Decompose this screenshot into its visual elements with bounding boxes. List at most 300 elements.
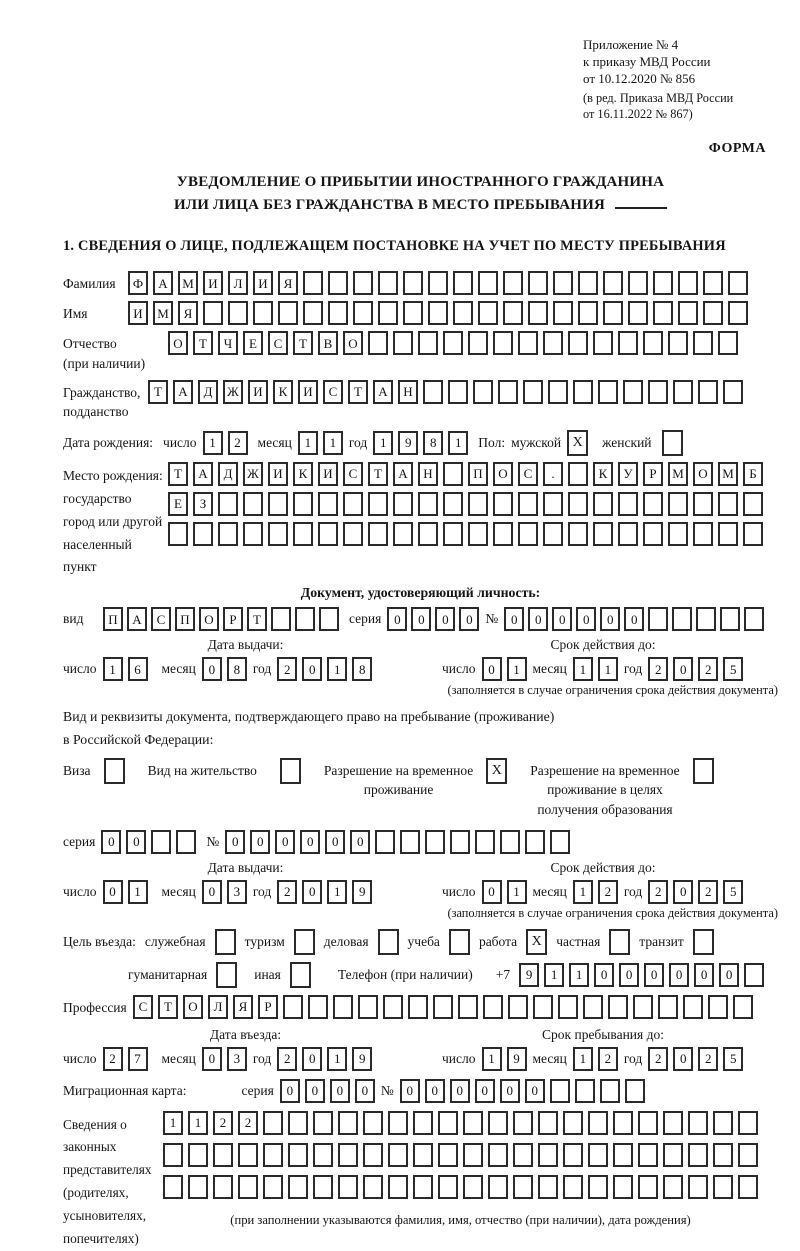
char-cell[interactable]: 1 (373, 431, 393, 455)
char-cell[interactable] (708, 995, 728, 1019)
char-cell[interactable]: 2 (103, 1047, 123, 1071)
char-cell[interactable]: М (178, 271, 198, 295)
char-cell[interactable] (413, 1111, 433, 1135)
char-cell[interactable] (393, 331, 413, 355)
char-cell[interactable] (493, 522, 513, 546)
char-cell[interactable] (363, 1143, 383, 1167)
char-cell[interactable]: 1 (569, 963, 589, 987)
char-cell[interactable] (743, 522, 763, 546)
char-cell[interactable]: Т (293, 331, 313, 355)
char-cell[interactable]: 1 (103, 657, 123, 681)
char-cell[interactable] (688, 1175, 708, 1199)
char-cell[interactable] (213, 1175, 233, 1199)
char-cell[interactable]: 0 (594, 963, 614, 987)
char-cell[interactable]: 0 (644, 963, 664, 987)
char-cell[interactable] (668, 492, 688, 516)
char-cell[interactable] (743, 492, 763, 516)
purpose-transit-checkbox[interactable] (693, 929, 714, 955)
char-cell[interactable]: 2 (277, 1047, 297, 1071)
char-cell[interactable]: 2 (648, 1047, 668, 1071)
char-cell[interactable]: . (543, 462, 563, 486)
char-cell[interactable]: 0 (673, 657, 693, 681)
char-cell[interactable] (473, 380, 493, 404)
char-cell[interactable]: Н (418, 462, 438, 486)
char-cell[interactable] (518, 522, 538, 546)
char-cell[interactable] (508, 995, 528, 1019)
char-cell[interactable] (638, 1143, 658, 1167)
char-cell[interactable]: 0 (475, 1079, 495, 1103)
char-cell[interactable] (603, 271, 623, 295)
char-cell[interactable] (678, 271, 698, 295)
char-cell[interactable] (478, 271, 498, 295)
char-cell[interactable] (163, 1143, 183, 1167)
char-cell[interactable]: 0 (302, 880, 322, 904)
char-cell[interactable]: 1 (203, 431, 223, 455)
char-cell[interactable]: И (318, 462, 338, 486)
char-cell[interactable] (188, 1143, 208, 1167)
char-cell[interactable] (718, 522, 738, 546)
char-cell[interactable] (318, 492, 338, 516)
char-cell[interactable] (425, 830, 445, 854)
char-cell[interactable]: 1 (507, 880, 527, 904)
char-cell[interactable]: О (343, 331, 363, 355)
char-cell[interactable] (625, 1079, 645, 1103)
char-cell[interactable] (672, 607, 692, 631)
char-cell[interactable] (458, 995, 478, 1019)
char-cell[interactable]: Е (168, 492, 188, 516)
char-cell[interactable] (393, 522, 413, 546)
char-cell[interactable]: 0 (387, 607, 407, 631)
char-cell[interactable] (293, 492, 313, 516)
char-cell[interactable] (658, 995, 678, 1019)
char-cell[interactable]: Т (193, 331, 213, 355)
char-cell[interactable]: Т (348, 380, 368, 404)
char-cell[interactable]: 3 (227, 880, 247, 904)
char-cell[interactable]: С (133, 995, 153, 1019)
char-cell[interactable] (278, 301, 298, 325)
char-cell[interactable] (618, 492, 638, 516)
char-cell[interactable] (548, 380, 568, 404)
char-cell[interactable] (578, 301, 598, 325)
char-cell[interactable] (443, 331, 463, 355)
char-cell[interactable]: 2 (698, 1047, 718, 1071)
char-cell[interactable]: 0 (101, 830, 121, 854)
char-cell[interactable]: 1 (327, 1047, 347, 1071)
char-cell[interactable] (603, 301, 623, 325)
char-cell[interactable]: С (518, 462, 538, 486)
char-cell[interactable] (303, 271, 323, 295)
char-cell[interactable] (723, 380, 743, 404)
char-cell[interactable]: Т (247, 607, 267, 631)
char-cell[interactable]: 9 (519, 963, 539, 987)
char-cell[interactable]: 9 (398, 431, 418, 455)
char-cell[interactable] (613, 1111, 633, 1135)
char-cell[interactable] (728, 301, 748, 325)
temp-residence-education-checkbox[interactable] (693, 758, 714, 784)
char-cell[interactable] (328, 271, 348, 295)
char-cell[interactable] (308, 995, 328, 1019)
char-cell[interactable] (238, 1175, 258, 1199)
purpose-tourism-checkbox[interactable] (294, 929, 315, 955)
char-cell[interactable] (168, 522, 188, 546)
char-cell[interactable] (408, 995, 428, 1019)
char-cell[interactable]: Н (398, 380, 418, 404)
char-cell[interactable]: 0 (482, 657, 502, 681)
char-cell[interactable] (588, 1175, 608, 1199)
char-cell[interactable] (573, 380, 593, 404)
char-cell[interactable] (678, 301, 698, 325)
char-cell[interactable]: Я (233, 995, 253, 1019)
char-cell[interactable] (623, 380, 643, 404)
char-cell[interactable]: 1 (507, 657, 527, 681)
char-cell[interactable]: 8 (423, 431, 443, 455)
char-cell[interactable] (443, 522, 463, 546)
char-cell[interactable]: 0 (552, 607, 572, 631)
char-cell[interactable]: 0 (202, 880, 222, 904)
char-cell[interactable]: 1 (573, 657, 593, 681)
char-cell[interactable]: 1 (188, 1111, 208, 1135)
char-cell[interactable]: Я (278, 271, 298, 295)
char-cell[interactable] (628, 301, 648, 325)
char-cell[interactable] (268, 492, 288, 516)
char-cell[interactable]: 0 (435, 607, 455, 631)
char-cell[interactable] (588, 1111, 608, 1135)
char-cell[interactable]: Р (223, 607, 243, 631)
char-cell[interactable] (713, 1111, 733, 1135)
char-cell[interactable] (448, 380, 468, 404)
char-cell[interactable] (488, 1175, 508, 1199)
char-cell[interactable] (628, 271, 648, 295)
char-cell[interactable] (488, 1111, 508, 1135)
char-cell[interactable]: М (153, 301, 173, 325)
purpose-private-checkbox[interactable] (609, 929, 630, 955)
char-cell[interactable] (693, 522, 713, 546)
char-cell[interactable] (418, 492, 438, 516)
char-cell[interactable]: 1 (573, 1047, 593, 1071)
char-cell[interactable] (228, 301, 248, 325)
char-cell[interactable]: 2 (598, 880, 618, 904)
char-cell[interactable] (693, 331, 713, 355)
char-cell[interactable] (313, 1111, 333, 1135)
char-cell[interactable] (438, 1143, 458, 1167)
char-cell[interactable]: 0 (411, 607, 431, 631)
char-cell[interactable] (744, 963, 764, 987)
char-cell[interactable] (268, 522, 288, 546)
char-cell[interactable]: 0 (300, 830, 320, 854)
char-cell[interactable]: А (127, 607, 147, 631)
char-cell[interactable] (598, 380, 618, 404)
char-cell[interactable] (288, 1111, 308, 1135)
char-cell[interactable]: 0 (302, 1047, 322, 1071)
char-cell[interactable] (488, 1143, 508, 1167)
char-cell[interactable]: 0 (103, 880, 123, 904)
char-cell[interactable] (403, 301, 423, 325)
char-cell[interactable]: 0 (425, 1079, 445, 1103)
char-cell[interactable] (668, 522, 688, 546)
char-cell[interactable]: 1 (128, 880, 148, 904)
purpose-other-checkbox[interactable] (290, 962, 311, 988)
char-cell[interactable]: 2 (598, 1047, 618, 1071)
char-cell[interactable]: 0 (624, 607, 644, 631)
char-cell[interactable] (703, 301, 723, 325)
char-cell[interactable] (638, 1111, 658, 1135)
char-cell[interactable]: 0 (302, 657, 322, 681)
char-cell[interactable]: Я (178, 301, 198, 325)
char-cell[interactable] (413, 1143, 433, 1167)
char-cell[interactable] (450, 830, 470, 854)
char-cell[interactable]: О (693, 462, 713, 486)
char-cell[interactable] (558, 995, 578, 1019)
char-cell[interactable]: У (618, 462, 638, 486)
char-cell[interactable]: 2 (228, 431, 248, 455)
char-cell[interactable] (513, 1111, 533, 1135)
char-cell[interactable] (738, 1175, 758, 1199)
char-cell[interactable] (718, 331, 738, 355)
char-cell[interactable] (163, 1175, 183, 1199)
char-cell[interactable]: 1 (598, 657, 618, 681)
char-cell[interactable] (618, 331, 638, 355)
char-cell[interactable] (438, 1111, 458, 1135)
char-cell[interactable] (578, 271, 598, 295)
char-cell[interactable] (368, 492, 388, 516)
char-cell[interactable]: Т (168, 462, 188, 486)
char-cell[interactable] (653, 301, 673, 325)
char-cell[interactable]: 0 (673, 1047, 693, 1071)
char-cell[interactable] (693, 492, 713, 516)
char-cell[interactable] (203, 301, 223, 325)
male-checkbox[interactable]: X (567, 430, 588, 456)
char-cell[interactable]: 2 (698, 657, 718, 681)
char-cell[interactable]: И (203, 271, 223, 295)
char-cell[interactable] (553, 301, 573, 325)
char-cell[interactable]: 0 (350, 830, 370, 854)
char-cell[interactable] (243, 522, 263, 546)
char-cell[interactable] (533, 995, 553, 1019)
char-cell[interactable]: П (468, 462, 488, 486)
char-cell[interactable] (433, 995, 453, 1019)
char-cell[interactable] (498, 380, 518, 404)
char-cell[interactable] (528, 301, 548, 325)
char-cell[interactable] (513, 1143, 533, 1167)
char-cell[interactable]: 8 (227, 657, 247, 681)
char-cell[interactable]: З (193, 492, 213, 516)
char-cell[interactable] (468, 492, 488, 516)
char-cell[interactable] (543, 492, 563, 516)
char-cell[interactable] (673, 380, 693, 404)
char-cell[interactable] (493, 331, 513, 355)
char-cell[interactable]: 2 (648, 880, 668, 904)
char-cell[interactable]: 0 (504, 607, 524, 631)
char-cell[interactable]: П (175, 607, 195, 631)
char-cell[interactable] (696, 607, 716, 631)
char-cell[interactable]: 0 (482, 880, 502, 904)
char-cell[interactable] (718, 492, 738, 516)
char-cell[interactable] (423, 380, 443, 404)
char-cell[interactable] (483, 995, 503, 1019)
char-cell[interactable] (378, 301, 398, 325)
char-cell[interactable] (713, 1143, 733, 1167)
char-cell[interactable] (523, 380, 543, 404)
char-cell[interactable]: 0 (275, 830, 295, 854)
char-cell[interactable]: 2 (648, 657, 668, 681)
char-cell[interactable]: 2 (213, 1111, 233, 1135)
char-cell[interactable]: 2 (277, 880, 297, 904)
char-cell[interactable] (283, 995, 303, 1019)
char-cell[interactable] (653, 271, 673, 295)
char-cell[interactable] (563, 1111, 583, 1135)
char-cell[interactable]: 0 (459, 607, 479, 631)
char-cell[interactable]: 0 (400, 1079, 420, 1103)
char-cell[interactable] (443, 462, 463, 486)
char-cell[interactable] (413, 1175, 433, 1199)
char-cell[interactable]: И (268, 462, 288, 486)
char-cell[interactable]: 0 (225, 830, 245, 854)
char-cell[interactable]: 0 (305, 1079, 325, 1103)
char-cell[interactable] (333, 995, 353, 1019)
char-cell[interactable]: 3 (227, 1047, 247, 1071)
char-cell[interactable] (358, 995, 378, 1019)
char-cell[interactable]: 0 (525, 1079, 545, 1103)
char-cell[interactable] (633, 995, 653, 1019)
char-cell[interactable] (338, 1175, 358, 1199)
char-cell[interactable]: И (253, 271, 273, 295)
purpose-study-checkbox[interactable] (449, 929, 470, 955)
purpose-official-checkbox[interactable] (215, 929, 236, 955)
char-cell[interactable] (698, 380, 718, 404)
char-cell[interactable] (375, 830, 395, 854)
char-cell[interactable] (638, 1175, 658, 1199)
char-cell[interactable]: 0 (280, 1079, 300, 1103)
char-cell[interactable] (313, 1143, 333, 1167)
char-cell[interactable]: О (183, 995, 203, 1019)
female-checkbox[interactable] (662, 430, 683, 456)
char-cell[interactable] (733, 995, 753, 1019)
char-cell[interactable] (688, 1111, 708, 1135)
char-cell[interactable] (238, 1143, 258, 1167)
char-cell[interactable] (568, 492, 588, 516)
char-cell[interactable] (388, 1175, 408, 1199)
char-cell[interactable]: 5 (723, 880, 743, 904)
char-cell[interactable]: С (151, 607, 171, 631)
char-cell[interactable]: С (268, 331, 288, 355)
char-cell[interactable] (328, 301, 348, 325)
char-cell[interactable] (608, 995, 628, 1019)
char-cell[interactable]: 5 (723, 1047, 743, 1071)
char-cell[interactable]: И (298, 380, 318, 404)
char-cell[interactable] (288, 1175, 308, 1199)
char-cell[interactable] (728, 271, 748, 295)
char-cell[interactable]: 0 (576, 607, 596, 631)
char-cell[interactable] (668, 331, 688, 355)
char-cell[interactable]: 1 (327, 657, 347, 681)
char-cell[interactable] (453, 271, 473, 295)
char-cell[interactable]: 0 (126, 830, 146, 854)
char-cell[interactable] (271, 607, 291, 631)
char-cell[interactable] (688, 1143, 708, 1167)
char-cell[interactable] (663, 1111, 683, 1135)
char-cell[interactable]: 0 (250, 830, 270, 854)
char-cell[interactable]: 6 (128, 657, 148, 681)
char-cell[interactable]: Р (643, 462, 663, 486)
char-cell[interactable]: В (318, 331, 338, 355)
char-cell[interactable]: 1 (482, 1047, 502, 1071)
char-cell[interactable] (738, 1111, 758, 1135)
char-cell[interactable] (618, 522, 638, 546)
char-cell[interactable]: 9 (352, 1047, 372, 1071)
char-cell[interactable] (176, 830, 196, 854)
char-cell[interactable] (568, 331, 588, 355)
char-cell[interactable]: 1 (298, 431, 318, 455)
char-cell[interactable]: Ф (128, 271, 148, 295)
char-cell[interactable]: 0 (673, 880, 693, 904)
char-cell[interactable] (318, 522, 338, 546)
residence-permit-checkbox[interactable] (280, 758, 301, 784)
char-cell[interactable] (513, 1175, 533, 1199)
char-cell[interactable] (388, 1143, 408, 1167)
char-cell[interactable] (319, 607, 339, 631)
char-cell[interactable]: 0 (694, 963, 714, 987)
char-cell[interactable]: О (168, 331, 188, 355)
char-cell[interactable]: Д (218, 462, 238, 486)
char-cell[interactable] (648, 607, 668, 631)
char-cell[interactable] (613, 1175, 633, 1199)
char-cell[interactable] (683, 995, 703, 1019)
char-cell[interactable]: 9 (352, 880, 372, 904)
char-cell[interactable] (263, 1111, 283, 1135)
char-cell[interactable]: 0 (669, 963, 689, 987)
char-cell[interactable] (643, 522, 663, 546)
char-cell[interactable]: Т (158, 995, 178, 1019)
char-cell[interactable] (503, 271, 523, 295)
char-cell[interactable]: Ж (223, 380, 243, 404)
char-cell[interactable] (443, 492, 463, 516)
char-cell[interactable]: 0 (202, 1047, 222, 1071)
char-cell[interactable] (368, 331, 388, 355)
char-cell[interactable] (353, 271, 373, 295)
temp-residence-checkbox[interactable]: X (486, 758, 507, 784)
char-cell[interactable]: 0 (355, 1079, 375, 1103)
char-cell[interactable] (525, 830, 545, 854)
char-cell[interactable]: А (393, 462, 413, 486)
char-cell[interactable] (338, 1143, 358, 1167)
char-cell[interactable] (303, 301, 323, 325)
char-cell[interactable] (720, 607, 740, 631)
char-cell[interactable]: 7 (128, 1047, 148, 1071)
char-cell[interactable]: О (493, 462, 513, 486)
purpose-business-checkbox[interactable] (378, 929, 399, 955)
char-cell[interactable] (563, 1143, 583, 1167)
char-cell[interactable] (463, 1175, 483, 1199)
char-cell[interactable] (553, 271, 573, 295)
char-cell[interactable] (428, 271, 448, 295)
char-cell[interactable] (293, 522, 313, 546)
char-cell[interactable] (663, 1175, 683, 1199)
char-cell[interactable] (703, 271, 723, 295)
char-cell[interactable] (343, 522, 363, 546)
char-cell[interactable] (383, 995, 403, 1019)
char-cell[interactable]: 1 (544, 963, 564, 987)
char-cell[interactable] (468, 331, 488, 355)
char-cell[interactable] (738, 1143, 758, 1167)
char-cell[interactable] (550, 1079, 570, 1103)
char-cell[interactable]: Т (368, 462, 388, 486)
char-cell[interactable] (613, 1143, 633, 1167)
purpose-humanitarian-checkbox[interactable] (216, 962, 237, 988)
char-cell[interactable]: 1 (573, 880, 593, 904)
char-cell[interactable]: М (668, 462, 688, 486)
char-cell[interactable]: П (103, 607, 123, 631)
char-cell[interactable]: 1 (327, 880, 347, 904)
